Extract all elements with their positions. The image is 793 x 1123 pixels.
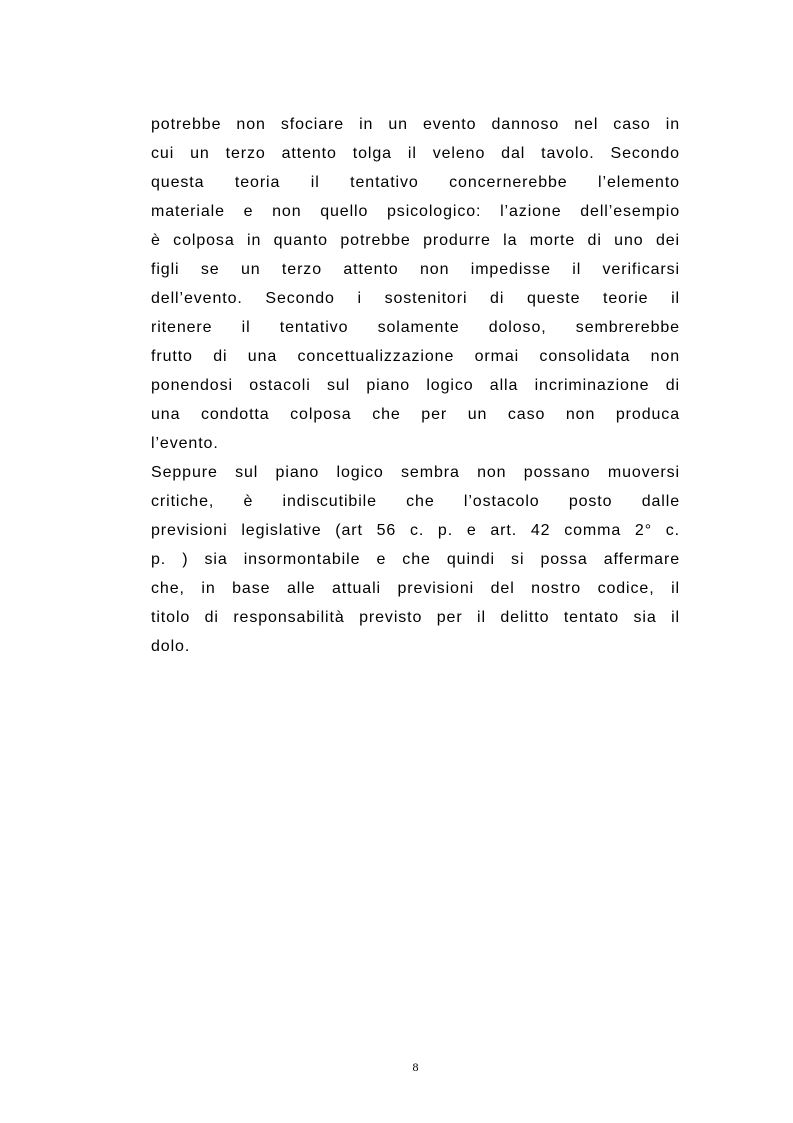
text-line: frutto di una concettualizzazione ormai consolidata non — [151, 348, 680, 365]
text-line: cui un terzo attento tolga il veleno dal tavolo. Secondo — [151, 145, 680, 162]
text-line: critiche, è indiscutibile che l’ostacolo posto dalle — [151, 493, 680, 510]
text-line: dolo. — [151, 638, 191, 655]
text-line: una condotta colposa che per un caso non produca — [151, 406, 680, 423]
text-line: l’evento. — [151, 435, 219, 452]
text-line: materiale e non quello psicologico: l’azione dell’esempio — [151, 203, 680, 220]
text-line: previsioni legislative (art 56 c. p. e art. 42 comma 2° c. — [151, 522, 680, 539]
page-number: 8 — [412, 1060, 419, 1074]
text-line: dell’evento. Secondo i sostenitori di queste teorie il — [151, 290, 680, 307]
text-line: potrebbe non sfociare in un evento dannoso nel caso in — [151, 116, 680, 133]
text-line: questa teoria il tentativo concernerebbe l’elemento — [151, 174, 680, 191]
text-line: p. ) sia insormontabile e che quindi si possa affermare — [151, 551, 680, 568]
text-line: che, in base alle attuali previsioni del nostro codice, il — [151, 580, 680, 597]
text-line: figli se un terzo attento non impedisse il verificarsi — [151, 261, 680, 278]
text-line: è colposa in quanto potrebbe produrre la morte di uno dei — [151, 232, 680, 249]
text-line: ritenere il tentativo solamente doloso, sembrerebbe — [151, 319, 680, 336]
paragraph-2 — [151, 461, 680, 664]
text-line: Seppure sul piano logico sembra non possano muoversi — [151, 464, 680, 481]
text-line: ponendosi ostacoli sul piano logico alla incriminazione di — [151, 377, 680, 394]
paragraph-1 — [151, 113, 680, 461]
text-line: titolo di responsabilità previsto per il delitto tentato sia il — [151, 609, 680, 626]
body-text — [151, 113, 680, 664]
